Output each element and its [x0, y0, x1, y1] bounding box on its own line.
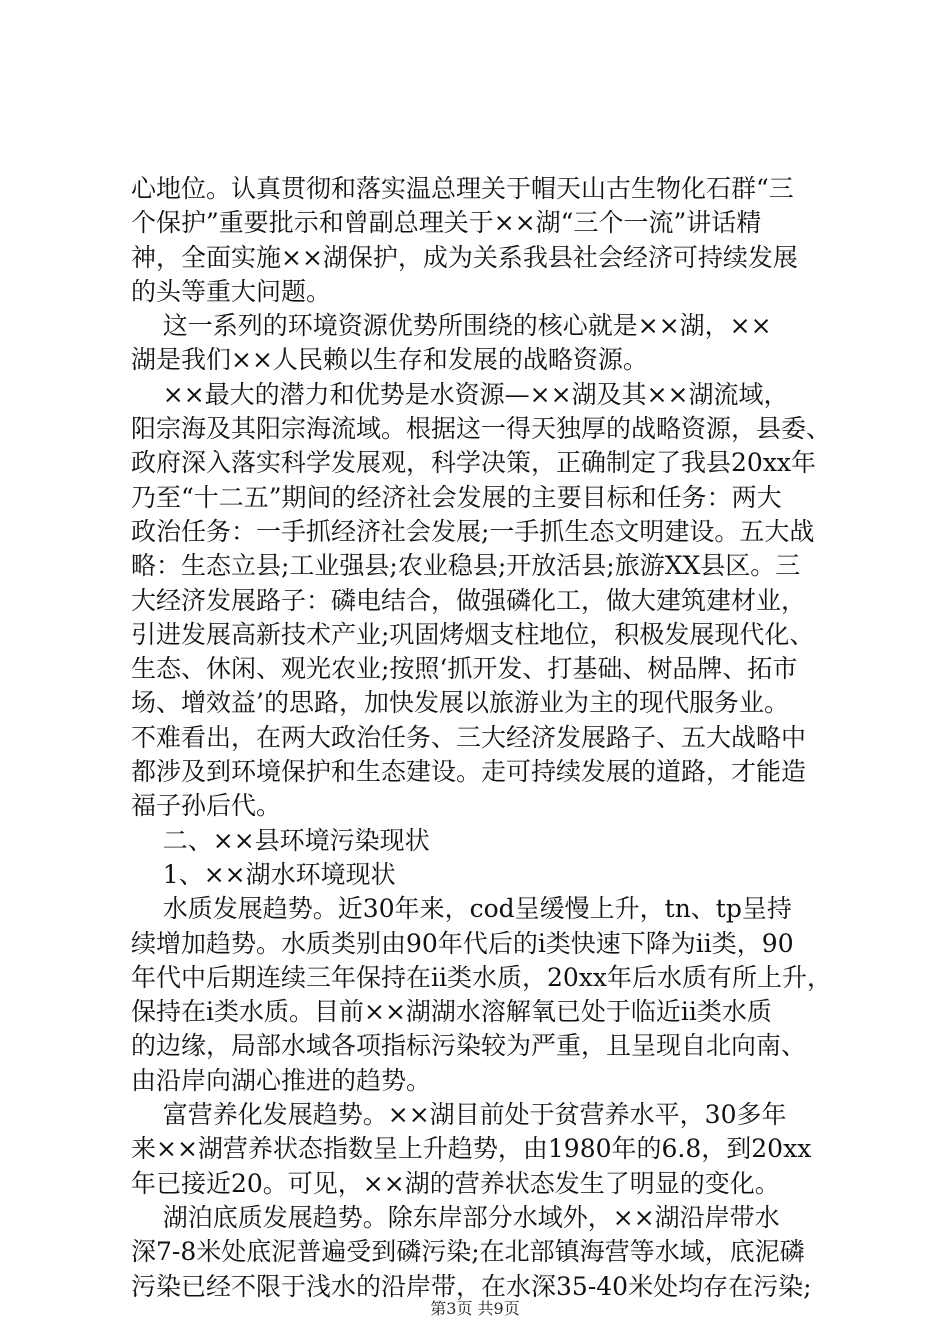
- text-line: 这一系列的环境资源优势所围绕的核心就是××湖，××: [131, 311, 772, 341]
- text-line: 深7-8米处底泥普遍受到磷污染;在北部镇海营等水域，底泥磷: [131, 1237, 805, 1267]
- text-line: 阳宗海及其阳宗海流域。根据这一得天独厚的战略资源，县委、: [131, 414, 832, 444]
- text-line: 福子孙后代。: [131, 791, 282, 821]
- text-line: 来××湖营养状态指数呈上升趋势，由1980年的6.8，到20xx: [131, 1134, 812, 1164]
- text-line: 场、增效益’的思路，加快发展以旅游业为主的现代服务业。: [131, 688, 789, 718]
- text-line: 引进发展高新技术产业;巩固烤烟支柱地位，积极发展现代化、: [131, 619, 815, 649]
- text-line: 保持在ⅰ类水质。目前××湖湖水溶解氧已处于临近ⅱ类水质: [131, 997, 772, 1027]
- text-line: 神，全面实施××湖保护，成为关系我县社会经济可持续发展: [131, 242, 798, 272]
- text-line: 续增加趋势。水质类别由90年代后的ⅰ类快速下降为ⅱ类，90: [131, 928, 794, 958]
- text-line: 污染已经不限于浅水的沿岸带，在水深35-40米处均存在污染;: [131, 1271, 812, 1301]
- text-line: 都涉及到环境保护和生态建设。走可持续发展的道路，才能造: [131, 757, 807, 787]
- text-line: 乃至“十二五”期间的经济社会发展的主要目标和任务：两大: [131, 482, 782, 512]
- text-line: ××最大的潜力和优势是水资源—××湖及其××湖流域，: [131, 379, 789, 409]
- text-line: 水质发展趋势。近30年来，cod呈缓慢上升，tn、tp呈持: [131, 894, 792, 924]
- body-text: [131, 172, 831, 1304]
- page-number-footer: 第3页 共9页: [430, 1299, 520, 1318]
- text-line: 大经济发展路子：磷电结合，做强磷化工，做大建筑建材业，: [131, 585, 807, 615]
- text-line: 心地位。认真贯彻和落实温总理关于帽天山古生物化石群“三: [131, 174, 794, 203]
- text-line: 的边缘，局部水域各项指标污染较为严重，且呈现自北向南、: [131, 1031, 807, 1061]
- text-line: 由沿岸向湖心推进的趋势。: [131, 1065, 432, 1095]
- text-line: 个保护”重要批示和曾副总理关于××湖“三个一流”讲话精: [131, 208, 762, 238]
- text-line: 年代中后期连续三年保持在ⅱ类水质，20xx年后水质有所上升，: [131, 962, 833, 992]
- subsection-heading: 1、××湖水环境现状: [131, 859, 396, 889]
- text-line: 富营养化发展趋势。××湖目前处于贫营养水平，30多年: [131, 1100, 787, 1130]
- text-line: 不难看出，在两大政治任务、三大经济发展路子、五大战略中: [131, 722, 807, 752]
- text-line: 略：生态立县;工业强县;农业稳县;开放活县;旅游XX县区。三: [131, 551, 801, 581]
- text-line: 湖泊底质发展趋势。除东岸部分水域外，××湖沿岸带水: [131, 1202, 780, 1232]
- text-line: 的头等重大问题。: [131, 276, 332, 306]
- section-heading: 二、××县环境污染现状: [131, 825, 430, 855]
- text-line: 政治任务：一手抓经济社会发展;一手抓生态文明建设。五大战: [131, 516, 815, 546]
- text-line: 政府深入落实科学发展观，科学决策，正确制定了我县20xx年: [131, 448, 817, 478]
- text-line: 生态、休闲、观光农业;按照‘抓开发、打基础、树品牌、拓市: [131, 654, 798, 684]
- text-line: 年已接近20。可见，××湖的营养状态发生了明显的变化。: [131, 1168, 780, 1198]
- text-line: 湖是我们××人民赖以生存和发展的战略资源。: [131, 345, 648, 375]
